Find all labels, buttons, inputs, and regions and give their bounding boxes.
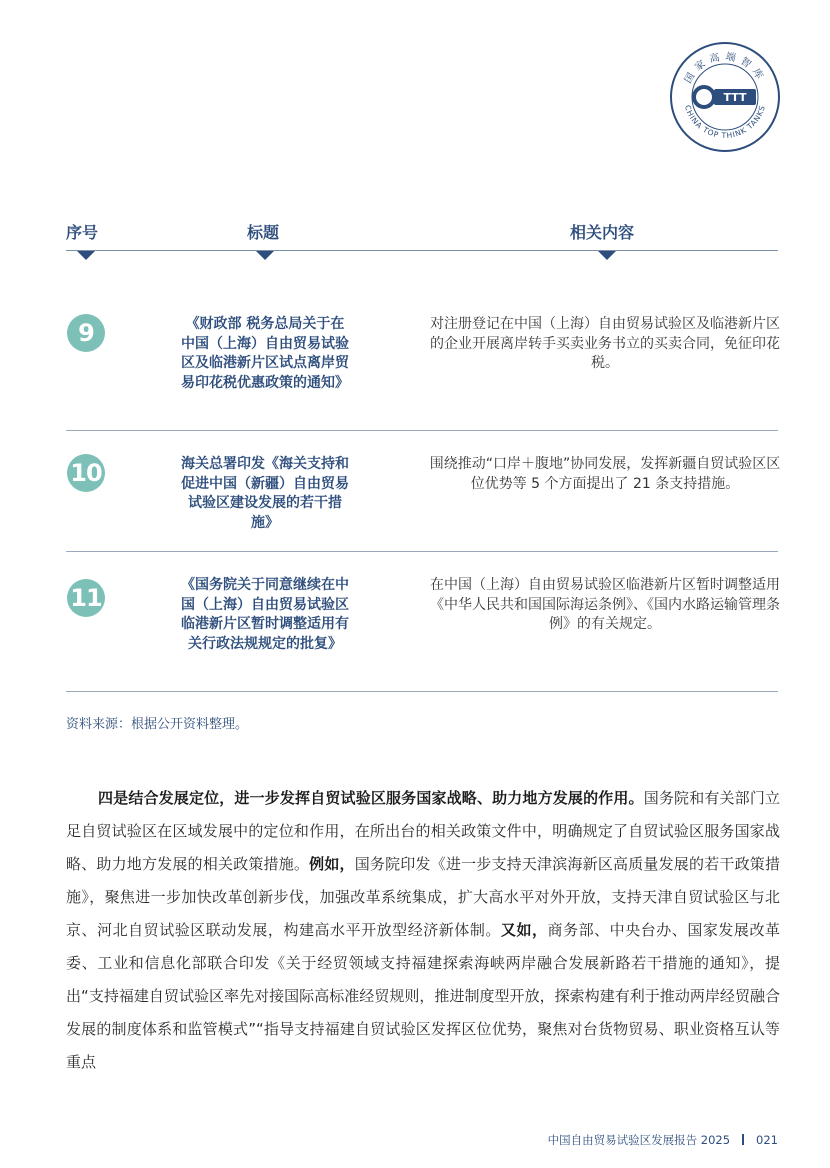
header-divider	[66, 250, 778, 251]
row-divider	[66, 691, 778, 692]
header-marker-no	[77, 251, 95, 260]
logo-text-cn: 国家高端智库	[682, 51, 768, 86]
footer-separator	[742, 1134, 744, 1145]
example-marker-2: 又如，	[500, 921, 548, 939]
row-title: 海关总署印发《海关支持和促进中国（新疆）自由贸易试验区建设发展的若干措施》	[181, 456, 349, 531]
row-divider	[66, 430, 778, 431]
source-note: 资料来源：根据公开资料整理。	[66, 717, 249, 732]
row-title: 《国务院关于同意继续在中国（上海）自由贸易试验区临港新片区暂时调整适用有关行政法规规定的批复》	[181, 577, 349, 652]
page-number: 021	[756, 1133, 778, 1147]
row-content: 围绕推动“口岸＋腹地”协同发展，发挥新疆自贸试验区区位优势等 5 个方面提出了 21 条支持措施。	[429, 456, 781, 492]
row-content: 在中国（上海）自由贸易试验区临港新片区暂时调整适用《中华人民共和国国际海运条例》、《国内水路运输管理条例》的有关规定。	[430, 577, 780, 632]
header-marker-title	[256, 251, 274, 260]
logo-mark: TTT	[723, 91, 747, 104]
body-text-2: 国务院印发《进一步支持天津滨海新区高质量发展的若干政策措施》，聚焦进一步加快改革创新步伐，加强改革系统集成，扩大高水平对外开放，支持天津自贸试验区与北京、河北自贸试验区联动发展，构建高水平开放型经济新体制。	[66, 855, 780, 939]
example-marker-1: 例如，	[309, 855, 355, 873]
row-number: 10	[67, 454, 105, 492]
logo-text-en: CHINA TOP THINK TANKS	[682, 104, 768, 141]
header-marker-content	[598, 251, 616, 260]
row-number: 11	[67, 579, 105, 617]
row-divider	[66, 551, 778, 552]
page-footer	[548, 1132, 778, 1148]
body-paragraph	[66, 782, 780, 1079]
header-no: 序号	[66, 223, 99, 242]
row-content: 对注册登记在中国（上海）自由贸易试验区及临港新片区的企业开展离岸转手买卖业务书立的买卖合同，免征印花税。	[430, 316, 780, 371]
header-title: 标题	[247, 223, 280, 242]
china-top-think-tanks-logo	[670, 42, 780, 152]
row-number: 9	[67, 314, 105, 352]
row-title: 《财政部 税务总局关于在中国（上海）自由贸易试验区及临港新片区试点离岸贸易印花税优惠政策的通知》	[181, 316, 349, 391]
header-content: 相关内容	[570, 223, 635, 242]
report-title: 中国自由贸易试验区发展报告 2025	[547, 1133, 731, 1147]
body-text-3: 商务部、中央台办、国家发展改革委、工业和信息化部联合印发《关于经贸领域支持福建探索海峡两岸融合发展新路若干措施的通知》，提出“支持福建自贸试验区率先对接国际高标准经贸规则，推进制度型开放，探索构建有利于推动两岸经贸融合发展的制度体系和监管模式”“指导支持福建自贸试验区发挥区位优势，聚焦对台货物贸易、职业资格互认等重点	[66, 921, 780, 1071]
body-text-1: 国务院和有关部门立足自贸试验区在区域发展中的定位和作用，在所出台的相关政策文件中，明确规定了自贸试验区服务国家战略、助力地方发展的相关政策措施。	[66, 789, 780, 873]
lead-sentence: 四是结合发展定位，进一步发挥自贸试验区服务国家战略、助力地方发展的作用。	[98, 789, 644, 807]
